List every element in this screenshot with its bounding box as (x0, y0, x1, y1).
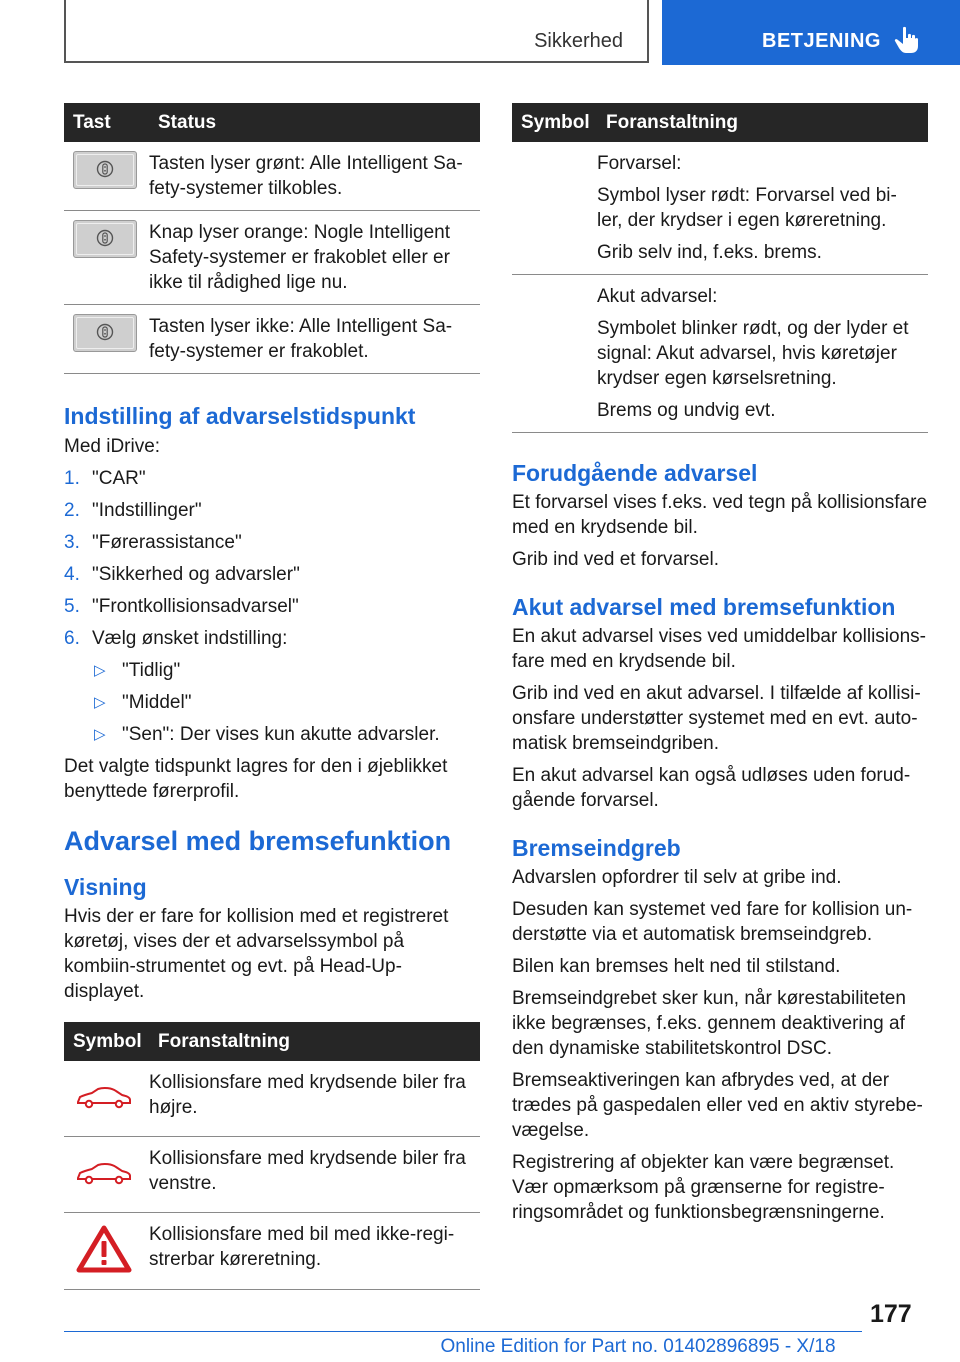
symbol-table-right (512, 103, 928, 433)
paragraph: Grib ind ved en akut advarsel. I tilfælde af kollisi-onsfare understøtter systemet med en evt. auto-matisk bremseindgriben. (512, 683, 921, 754)
section-heading-brake: Bremseindgreb (512, 835, 681, 861)
intelligent-safety-key-icon (73, 151, 137, 189)
warning-intro: Hvis der er fare for kollision med et registreret køretøj, vises der et advarselssymbol på kombiin-strumentet og evt. på Head-Up-displayet. (64, 906, 449, 1002)
paragraph: Bremseaktiveringen kan afbrydes ved, at der trædes på gaspedalen eller ved en aktiv styrebe-vægelse. (512, 1070, 923, 1141)
car-collision-right-icon (74, 1082, 134, 1112)
subheading-display: Visning (64, 874, 147, 900)
intelligent-safety-key-icon (73, 220, 137, 258)
paragraph: Bremseindgrebet sker kun, når kørestabiliteten ikke begrænses, f.eks. gennem deaktivering af den dynamiske stabilitetskontrol DSC. (512, 988, 906, 1059)
header-chapter-tab (662, 0, 960, 65)
timing-steps (64, 466, 480, 651)
section-heading-warning: Advarsel med bremsefunktion (64, 826, 452, 856)
hand-pointer-icon (894, 26, 920, 54)
paragraph: Bilen kan bremses helt ned til stilstand. (512, 956, 841, 977)
status-table (64, 103, 480, 374)
footer-edition: Online Edition for Part no. 01402896895 - X/18 (440, 1336, 836, 1357)
paragraph: Et forvarsel vises f.eks. ved tegn på kollisionsfare med en krydsende bil. (512, 492, 928, 538)
car-collision-left-icon (74, 1158, 134, 1188)
table-row (64, 211, 480, 305)
page-number: 177 (870, 1300, 912, 1328)
symbol-description: Forvarsel: Symbol lyser rødt: Forvarsel ved bi-ler, der krydser i egen køreretning. Grib selv ind, f.eks. brems. (597, 142, 928, 275)
table-row (64, 305, 480, 374)
paragraph: En akut advarsel kan også udløses uden forud-gående forvarsel. (512, 765, 911, 811)
list-item: ▷ "Sen": Der vises kun akutte advarsler. (94, 724, 440, 745)
list-item: ▷ "Middel" (94, 692, 192, 713)
list-item: ▷ "Tidlig" (94, 660, 181, 681)
paragraph: Grib ind ved et forvarsel. (512, 549, 719, 570)
symbol-description: Kollisionsfare med krydsende biler fra højre. (149, 1061, 480, 1137)
left-column (64, 103, 480, 1290)
list-item: 5. "Frontkollisionsadvarsel" (64, 596, 299, 617)
list-item: 3. "Førerassistance" (64, 532, 242, 553)
paragraph: En akut advarsel vises ved umiddelbar kollisions-fare med en krydsende bil. (512, 626, 926, 672)
table-row (64, 1137, 480, 1213)
status-table-header-status: Status (149, 103, 480, 142)
footer-divider (64, 1331, 862, 1332)
status-text: Tasten lyser grønt: Alle Intelligent Sa-fety-systemer tilkobles. (149, 142, 480, 211)
table-row (64, 142, 480, 211)
section-heading-acute-warning: Akut advarsel med bremsefunktion (512, 594, 896, 620)
symbol-table-header-symbol: Symbol (64, 1022, 149, 1061)
intelligent-safety-key-icon (73, 314, 137, 352)
timing-options (64, 658, 480, 747)
paragraph: Registrering af objekter kan være begrænset. Vær opmærksom på grænserne for registre-ringsområdet og funktionsbegrænsningerne. (512, 1152, 895, 1223)
list-item: 2. "Indstillinger" (64, 500, 202, 521)
header-section-box (64, 0, 649, 63)
bullet-triangle-icon: ▷ (94, 694, 106, 711)
status-table-header-key: Tast (64, 103, 149, 142)
section-heading-pre-warning: Forudgående advarsel (512, 460, 758, 486)
symbol-description: Kollisionsfare med krydsende biler fra venstre. (149, 1137, 480, 1213)
right-column (512, 103, 928, 1232)
table-row (64, 1061, 480, 1137)
symbol-table-left (64, 1022, 480, 1290)
symbol-table-header-symbol: Symbol (512, 103, 597, 142)
warning-triangle-icon (76, 1225, 132, 1273)
symbol-description: Kollisionsfare med bil med ikke-regi-strerbar køreretning. (149, 1213, 480, 1290)
paragraph: Desuden kan systemet ved fare for kollision un-derstøtte via et automatisk bremseindgreb. (512, 899, 913, 945)
timing-intro: Med iDrive: (64, 436, 161, 457)
symbol-table-header-action: Foranstaltning (149, 1022, 480, 1061)
table-row (64, 1213, 480, 1290)
table-row (512, 142, 928, 275)
header-section-title: Sikkerhed (534, 30, 623, 52)
paragraph: Advarslen opfordrer til selv at gribe ind. (512, 867, 842, 888)
symbol-table-header-action: Foranstaltning (597, 103, 928, 142)
bullet-triangle-icon: ▷ (94, 662, 106, 679)
status-text: Tasten lyser ikke: Alle Intelligent Sa-fety-systemer er frakoblet. (149, 305, 480, 374)
timing-note: Det valgte tidspunkt lagres for den i øjeblikket benyttede førerprofil. (64, 756, 448, 802)
table-row (512, 275, 928, 433)
header-chapter-title: BETJENING (762, 30, 881, 52)
list-item: 6. Vælg ønsket indstilling: (64, 628, 288, 649)
symbol-description: Akut advarsel: Symbolet blinker rødt, og der lyder et signal: Akut advarsel, hvis køretøjer krydser egen kørselsretning. Brems og undvig evt. (597, 275, 928, 433)
section-heading-timing: Indstilling af advarselstidspunkt (64, 403, 416, 429)
list-item: 1. "CAR" (64, 468, 146, 489)
bullet-triangle-icon: ▷ (94, 726, 106, 743)
list-item: 4. "Sikkerhed og advarsler" (64, 564, 300, 585)
status-text: Knap lyser orange: Nogle Intelligent Safety-systemer er frakoblet eller er ikke til rådighed lige nu. (149, 211, 480, 305)
